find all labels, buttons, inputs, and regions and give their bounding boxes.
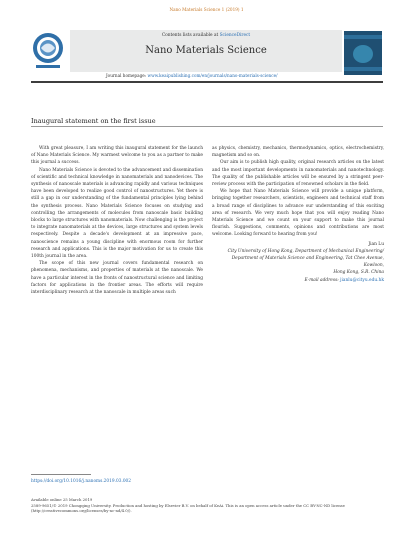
journal-cover-image [344,31,382,75]
paragraph: Nano Materials Science is devoted to the advancement and dissemination of scientific and technical knowledge in nanomaterials and nanodevices. The synthesis of nanoscale materials is advancing rapidly and various techniques have been developed to realize good control of nanostructures. Yet there is still a gap in our understanding of the fundamental principles lying behind the synthesis process. Nano Materials Science focuses on studying and controlling the arrangements of molecules from nanoscale basic building blocks to large structures with nanomaterials. Now challenging is the project to integrate nanomaterials at the devices, large structures and system levels respectively. Despite a decade's development at an impressive pace, nanoscience remains a young discipline with enormous room for further research and applications. This is the major motivation for us to create this 100th journal in the area. [31,167,203,260]
journal-title: Nano Materials Science [145,45,267,56]
title-rule [31,126,383,127]
signature-block [212,241,384,284]
contents-prefix: Contents lists available at [161,33,220,38]
body-column-left [31,145,203,296]
journal-header-banner [70,30,342,72]
location-line: Hong Kong, S.R. China [333,270,384,276]
journal-homepage-line [106,73,277,78]
email-line [212,277,384,284]
contents-lists-line [70,33,342,38]
paragraph: With great pleasure, I am writing this inaugural statement for the launch of Nano Materials Science. My warmest welcome to you as a partner to make this journal a success. [31,146,203,166]
affiliation-line: Department of Materials Science and Engineering, Tat Chee Avenue, Kowloon, [231,256,384,269]
email-link[interactable]: jianlu@cityu.edu.hk [340,277,384,283]
paragraph: The scope of this new journal covers fundamental research on phenomena, mechanisms, and properties of materials at the nanoscale. We have a particular interest in the fronts of nanostructural science and limiting factors for applications in the frontier areas. The efforts will require interdisciplinary research at the nanoscale in multiple areas such [31,261,203,296]
paragraph: We hope that Nano Materials Science will provide a unique platform, bringing together researchers, scientists, engineers and technical staff from a broad range of disciplines to advance our understanding of this exciting area of research. We very much hope that you will enjoy reading Nano Materials Science and we count on your support to make this journal flourish. Suggestions, comments, opinions and contributions are most welcome. Looking forward to hearing from you! [212,189,384,238]
doi-link[interactable]: https://doi.org/10.1016/j.nanoms.2019.03.002 [31,479,132,484]
article-type-heading: Inaugural statement on the first issue [31,117,156,125]
header-rule [31,81,383,83]
footer-rule [31,474,91,475]
homepage-label: Journal homepage: [106,73,147,78]
affiliation-line: City University of Hong Kong, Department of Mechanical Engineering/ [227,248,384,254]
publication-dates: Available online 25 March 2019 [31,497,93,502]
paragraph: Our aim is to publish high quality, original research articles on the latest and the most important developments in nanomaterials and nanotechnology. The quality of the publishable articles will be ensured by a stringent peer-review process with the participation of renowned scholars in the field. [212,160,384,188]
license-statement: 2589-9651/© 2019 Chongqing University. Production and hosting by Elsevier B.V. on behalf of KeAi. This is an open access article under the CC BY-NC-ND license (http://creativecommons.org/licenses/by-nc-nd/4.0/). [31,503,345,513]
publisher-logo [31,31,65,71]
running-head: Nano Materials Science 1 (2019) 1 [169,7,244,12]
homepage-url-link[interactable]: www.keaipublishing.com/en/journals/nano-materials-science/ [147,73,278,78]
email-label: E-mail address: [304,277,339,283]
body-column-right [212,145,384,284]
author-name: Jian Lu [368,241,384,247]
sciencedirect-link[interactable]: ScienceDirect [219,33,251,38]
paragraph: as physics, chemistry, mechanics, thermodynamics, optics, electrochemistry, magnetism and so on. [212,146,384,159]
